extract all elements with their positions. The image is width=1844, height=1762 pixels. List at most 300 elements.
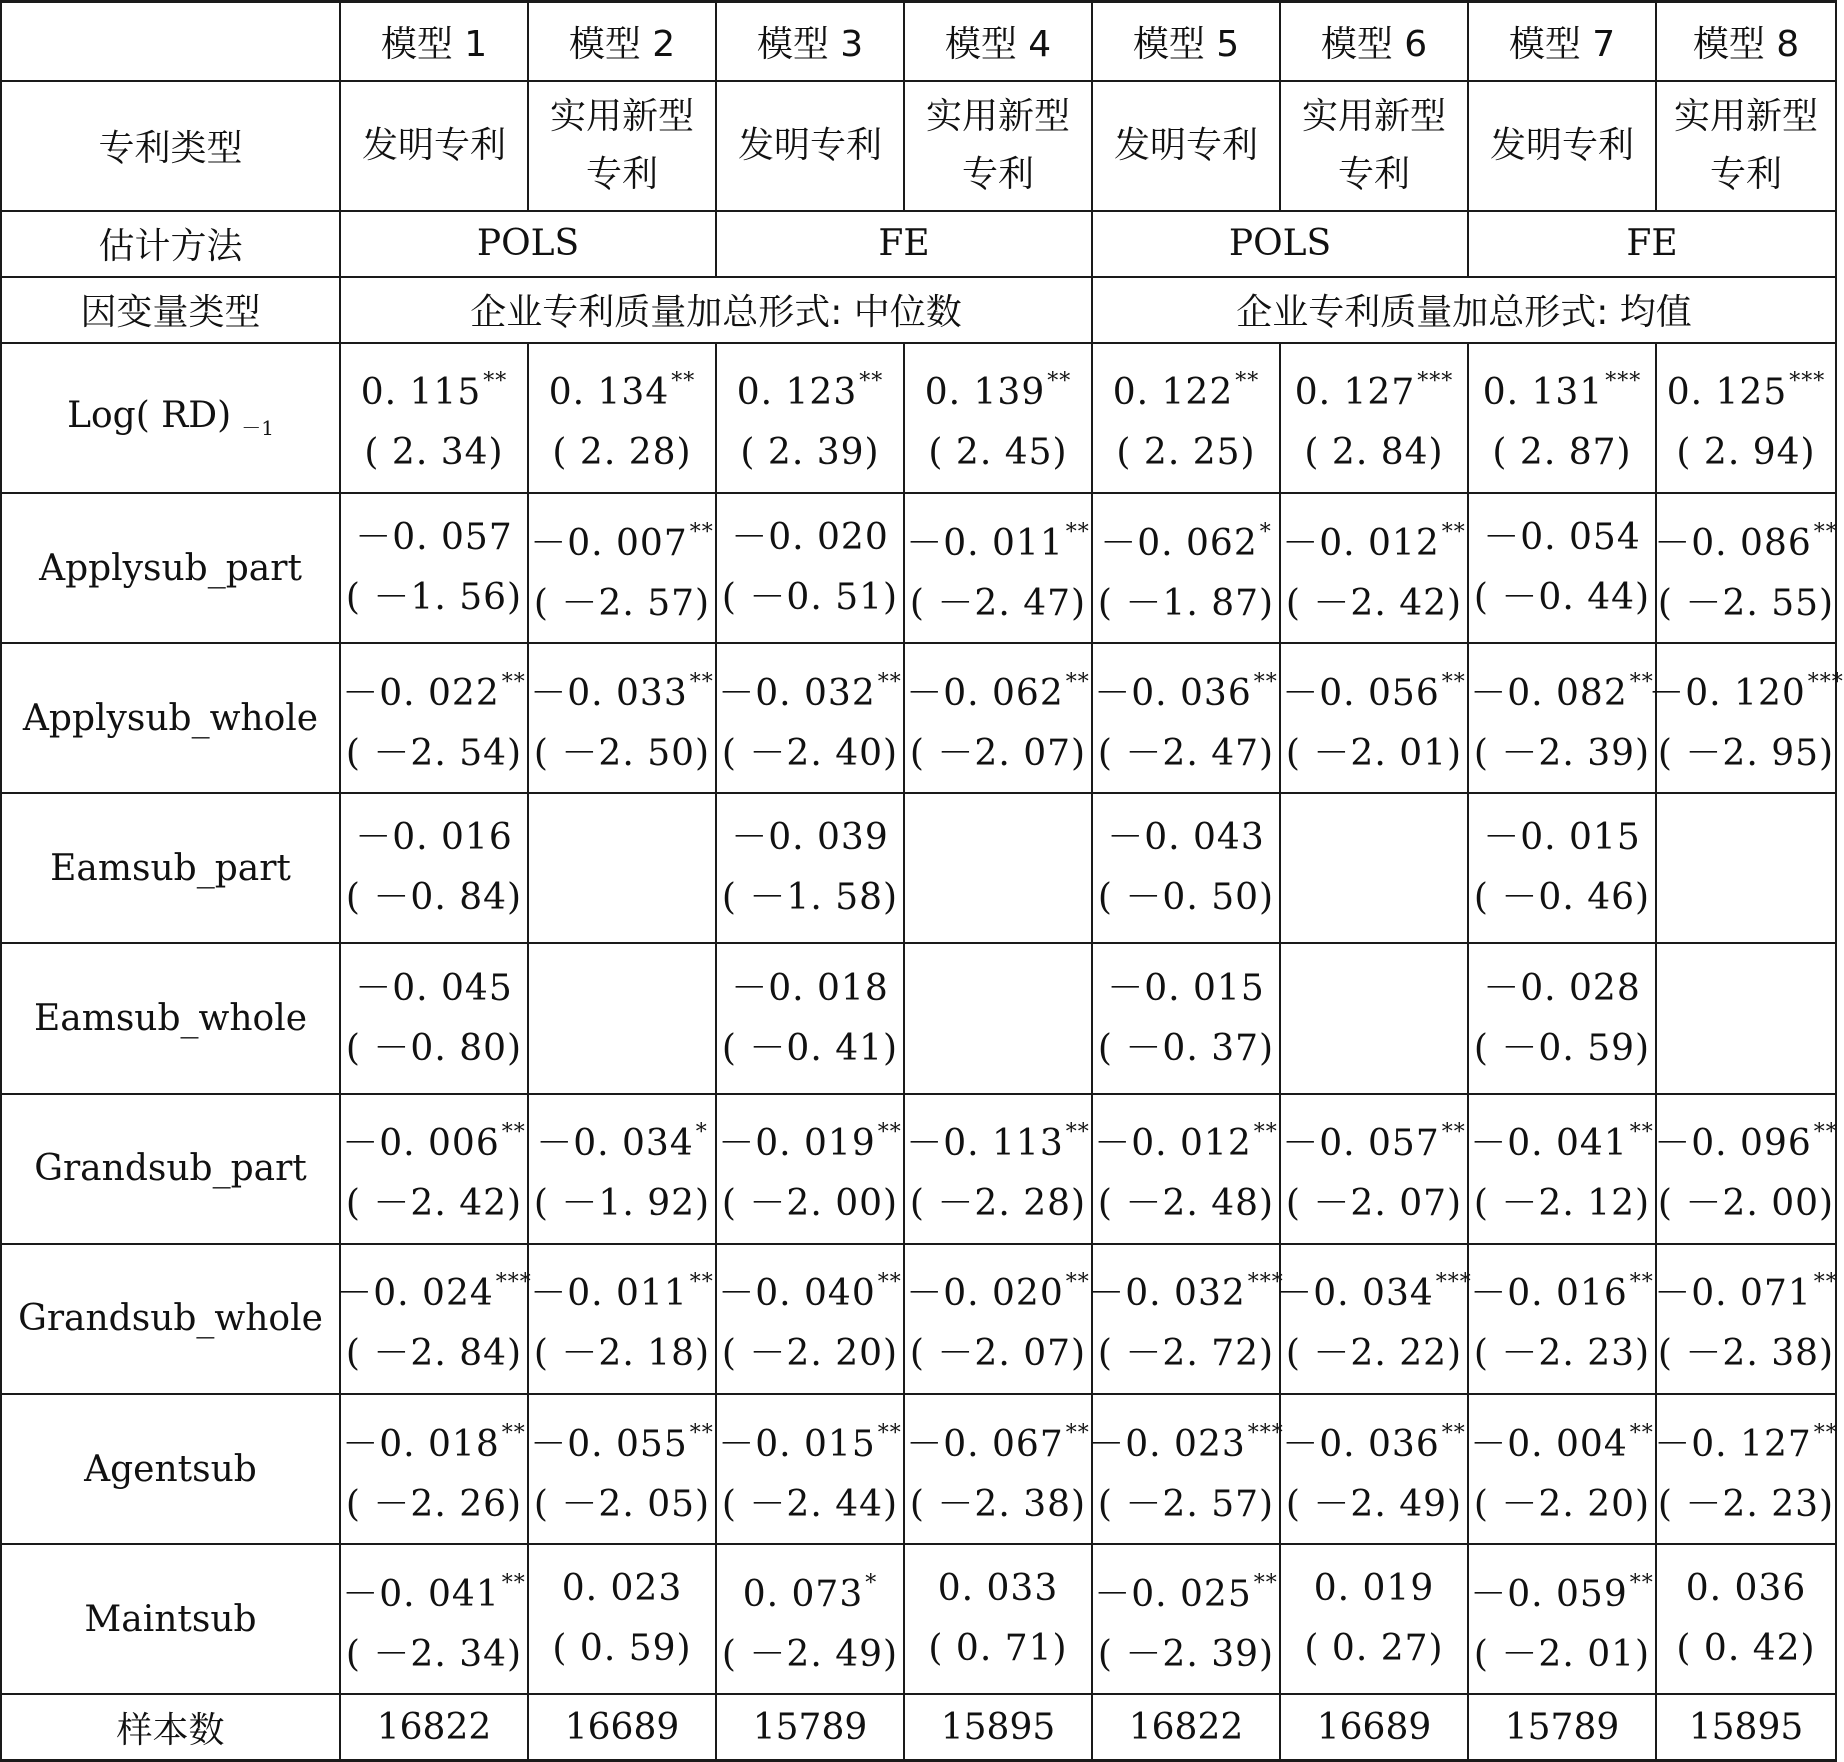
header-row xyxy=(1,2,1836,81)
coef-cell-content xyxy=(529,1112,715,1225)
coef-cell-content xyxy=(341,662,527,775)
significance-stars: ** xyxy=(1629,669,1654,695)
sample-value: 16689 xyxy=(528,1694,716,1760)
coef-cell xyxy=(716,1094,904,1244)
coefficient: －0. 040 xyxy=(718,1273,876,1315)
t-statistic: ( －0. 84) xyxy=(345,877,523,919)
coef-cell-content xyxy=(1469,817,1655,919)
coefficient: －0. 020 xyxy=(906,1273,1064,1315)
coef-row xyxy=(1,1244,1836,1394)
variable-label xyxy=(1,943,340,1093)
coefficient: 0. 036 xyxy=(1685,1568,1807,1610)
coefficient-line xyxy=(355,968,513,1010)
t-statistic: ( －2. 20) xyxy=(721,1333,899,1375)
significance-stars: ** xyxy=(1813,519,1838,545)
t-statistic: ( 2. 94) xyxy=(1676,432,1816,474)
coefficient-line xyxy=(1107,817,1265,859)
significance-stars: ** xyxy=(1813,1270,1838,1296)
coefficient: －0. 020 xyxy=(731,517,889,559)
coefficient: －0. 018 xyxy=(731,967,889,1009)
coef-row xyxy=(1,1544,1836,1694)
t-statistic: ( －2. 39) xyxy=(1097,1633,1275,1675)
coefficient: 0. 131 xyxy=(1482,372,1604,414)
coefficient: 0. 127 xyxy=(1294,372,1416,414)
coef-cell xyxy=(1092,943,1280,1093)
coefficient: 0. 125 xyxy=(1666,372,1788,414)
coefficient: －0. 096 xyxy=(1654,1123,1812,1165)
coefficient: －0. 015 xyxy=(1107,967,1265,1009)
significance-stars: ** xyxy=(1441,1120,1466,1146)
t-statistic: ( －2. 07) xyxy=(909,1333,1087,1375)
t-statistic: ( －2. 23) xyxy=(1657,1483,1835,1525)
coef-cell xyxy=(1468,1394,1656,1544)
coef-cell xyxy=(1468,643,1656,793)
coef-cell xyxy=(1468,943,1656,1093)
coefficient: －0. 041 xyxy=(1470,1123,1628,1165)
coefficient-line xyxy=(1295,361,1454,414)
t-statistic: ( －1. 87) xyxy=(1097,582,1275,624)
significance-stars: ** xyxy=(1235,369,1260,395)
coefficient-line xyxy=(906,662,1090,715)
coefficient-line xyxy=(1483,517,1641,559)
coef-cell-content xyxy=(905,1112,1091,1225)
variable-label xyxy=(1,1244,340,1394)
coefficient-line xyxy=(549,361,696,414)
coef-cell xyxy=(1656,343,1836,493)
t-statistic: ( －2. 00) xyxy=(1657,1183,1835,1225)
sample-value: 15789 xyxy=(1468,1694,1656,1760)
coef-cell-content xyxy=(1648,662,1844,775)
t-statistic: ( －2. 22) xyxy=(1285,1333,1463,1375)
coef-cell xyxy=(1280,343,1468,493)
coefficient: 0. 023 xyxy=(561,1568,683,1610)
coef-cell xyxy=(1092,643,1280,793)
model-header: 模型 2 xyxy=(528,2,716,81)
coef-cell xyxy=(1088,1394,1284,1544)
significance-stars: ** xyxy=(877,1420,902,1446)
dependent-group: 企业专利质量加总形式: 均值 xyxy=(1092,277,1836,343)
coef-cell-content xyxy=(1469,1413,1655,1526)
patent-type-line: 专利 xyxy=(1337,153,1410,195)
coefficient: 0. 123 xyxy=(736,372,858,414)
significance-stars: ** xyxy=(1441,519,1466,545)
patent-type-line: 发明专利 xyxy=(361,124,506,166)
coef-cell-content xyxy=(1281,512,1467,625)
coef-cell xyxy=(528,493,716,643)
significance-stars: ** xyxy=(1629,1120,1654,1146)
significance-stars: ** xyxy=(1253,1570,1278,1596)
variable-name: Maintsub xyxy=(84,1598,257,1640)
coef-cell xyxy=(904,1394,1092,1544)
estimation-group: FE xyxy=(1468,211,1836,277)
t-statistic: ( 2. 34) xyxy=(364,432,504,474)
model-header: 模型 1 xyxy=(340,2,528,81)
coef-cell-content xyxy=(905,512,1091,625)
coefficient-line xyxy=(1282,1112,1466,1165)
coef-cell-content xyxy=(529,1413,715,1526)
significance-stars: ** xyxy=(689,1270,714,1296)
patent-type-line: 发明专利 xyxy=(1489,124,1634,166)
coefficient-line xyxy=(1483,968,1641,1010)
model-header: 模型 4 xyxy=(904,2,1092,81)
sample-value: 16689 xyxy=(1280,1694,1468,1760)
t-statistic: ( －2. 57) xyxy=(1097,1483,1275,1525)
model-header: 模型 3 xyxy=(716,2,904,81)
coefficient: －0. 082 xyxy=(1470,672,1628,714)
coefficient: 0. 134 xyxy=(548,372,670,414)
t-statistic: ( －2. 28) xyxy=(909,1183,1087,1225)
coef-cell xyxy=(1276,1244,1472,1394)
coef-cell xyxy=(1468,793,1656,943)
coef-cell-content xyxy=(529,361,715,474)
coef-cell xyxy=(1280,793,1468,943)
coef-cell-content xyxy=(1093,1563,1279,1676)
coefficient-line xyxy=(1094,662,1278,715)
coefficient-line xyxy=(1282,512,1466,565)
coef-cell xyxy=(1468,1094,1656,1244)
t-statistic: ( －2. 18) xyxy=(533,1333,711,1375)
coef-cell-content xyxy=(1088,1413,1284,1526)
coef-cell xyxy=(716,793,904,943)
coef-cell xyxy=(1656,1544,1836,1694)
coef-cell-content xyxy=(1093,1112,1279,1225)
coef-cell xyxy=(336,1244,532,1394)
coefficient-line xyxy=(1470,1112,1654,1165)
coef-cell xyxy=(1656,1394,1836,1544)
patent-type-cell xyxy=(1280,81,1468,211)
coefficient-line xyxy=(731,517,889,559)
coefficient-line xyxy=(906,1112,1090,1165)
coef-cell xyxy=(1468,1544,1656,1694)
variable-name: Grandsub_part xyxy=(34,1148,307,1190)
significance-stars: ** xyxy=(1629,1570,1654,1596)
coefficient-line xyxy=(906,512,1090,565)
coef-cell xyxy=(1648,643,1844,793)
coef-cell xyxy=(904,943,1092,1093)
significance-stars: ** xyxy=(689,519,714,545)
patent-type-label: 专利类型 xyxy=(1,81,340,211)
t-statistic: ( －2. 72) xyxy=(1097,1333,1275,1375)
coef-cell xyxy=(340,493,528,643)
coefficient: －0. 055 xyxy=(530,1423,688,1465)
coefficient: －0. 043 xyxy=(1107,817,1265,859)
variable-name: Agentsub xyxy=(84,1448,257,1490)
coef-cell xyxy=(1280,1394,1468,1544)
coefficient: －0. 054 xyxy=(1483,517,1641,559)
coefficient-line xyxy=(536,1112,708,1165)
t-statistic: ( 0. 42) xyxy=(1676,1628,1816,1670)
patent-type-cell xyxy=(904,81,1092,211)
coefficient-line xyxy=(1088,1413,1284,1466)
coefficient: －0. 041 xyxy=(342,1573,500,1615)
coefficient: －0. 032 xyxy=(718,672,876,714)
coefficient: 0. 115 xyxy=(360,372,482,414)
significance-stars: ** xyxy=(1813,1420,1838,1446)
coef-cell-content xyxy=(1093,817,1279,919)
coef-cell-content xyxy=(1093,662,1279,775)
significance-stars: ** xyxy=(1441,669,1466,695)
coef-row xyxy=(1,493,1836,643)
t-statistic: ( －0. 50) xyxy=(1097,877,1275,919)
coef-cell xyxy=(1656,793,1836,943)
coef-cell-content xyxy=(905,662,1091,775)
coefficient-line xyxy=(1107,968,1265,1010)
coefficient: －0. 025 xyxy=(1094,1573,1252,1615)
significance-stars: * xyxy=(695,1120,708,1146)
t-statistic: ( －0. 41) xyxy=(721,1027,899,1069)
patent-type-cell xyxy=(340,81,528,211)
coefficient-line xyxy=(530,662,714,715)
coefficient: －0. 022 xyxy=(342,672,500,714)
t-statistic: ( －2. 54) xyxy=(345,732,523,774)
coef-row xyxy=(1,1394,1836,1544)
significance-stars: ** xyxy=(501,1570,526,1596)
significance-stars: *** xyxy=(1247,1420,1284,1446)
coefficient: －0. 071 xyxy=(1654,1273,1812,1315)
coef-cell-content xyxy=(717,817,903,919)
coefficient: －0. 056 xyxy=(1282,672,1440,714)
coefficient-line xyxy=(1100,512,1272,565)
coef-cell-content xyxy=(1281,662,1467,775)
coefficient: －0. 057 xyxy=(355,517,513,559)
coefficient: －0. 019 xyxy=(718,1123,876,1165)
coef-cell-content xyxy=(717,361,903,474)
t-statistic: ( －0. 51) xyxy=(721,577,899,619)
significance-stars: ** xyxy=(877,669,902,695)
t-statistic: ( －2. 07) xyxy=(1285,1183,1463,1225)
t-statistic: ( 0. 27) xyxy=(1304,1628,1444,1670)
t-statistic: ( －2. 47) xyxy=(1097,732,1275,774)
significance-stars: ** xyxy=(1253,1120,1278,1146)
coefficient-line xyxy=(355,517,513,559)
coef-cell-content xyxy=(1281,361,1467,474)
coef-cell xyxy=(340,943,528,1093)
coef-cell-content xyxy=(529,512,715,625)
coef-cell xyxy=(528,1544,716,1694)
patent-type-line: 实用新型 xyxy=(925,95,1070,137)
coef-cell xyxy=(904,1094,1092,1244)
coefficient-line xyxy=(361,361,508,414)
significance-stars: ** xyxy=(859,369,884,395)
coef-cell xyxy=(528,943,716,1093)
t-statistic: ( －2. 20) xyxy=(1473,1483,1651,1525)
coef-cell xyxy=(904,1544,1092,1694)
significance-stars: ** xyxy=(501,669,526,695)
significance-stars: ** xyxy=(1253,669,1278,695)
coef-cell xyxy=(1280,943,1468,1093)
coefficient-line xyxy=(731,817,889,859)
coefficient: －0. 006 xyxy=(342,1123,500,1165)
patent-type-line: 专利 xyxy=(961,153,1034,195)
coef-cell-content xyxy=(717,517,903,619)
coef-cell-content xyxy=(336,1262,532,1375)
variable-name: Log( RD) xyxy=(67,394,232,436)
coef-cell xyxy=(1656,943,1836,1093)
coefficient-line xyxy=(906,1262,1090,1315)
coef-cell xyxy=(904,793,1092,943)
coefficient-line xyxy=(718,662,902,715)
coef-cell xyxy=(716,943,904,1093)
coef-cell-content xyxy=(717,1563,903,1676)
coef-cell-content xyxy=(717,1262,903,1375)
coef-cell-content xyxy=(1657,1568,1835,1670)
coef-cell xyxy=(716,643,904,793)
sample-row xyxy=(1,1694,1836,1760)
t-statistic: ( －2. 23) xyxy=(1473,1333,1651,1375)
coefficient: 0. 139 xyxy=(924,372,1046,414)
patent-type-row xyxy=(1,81,1836,211)
coefficient-line xyxy=(1483,817,1641,859)
coef-row xyxy=(1,343,1836,493)
significance-stars: *** xyxy=(1605,369,1642,395)
estimation-group: FE xyxy=(716,211,1092,277)
coefficient-line xyxy=(562,1568,683,1610)
variable-label xyxy=(1,1094,340,1244)
t-statistic: ( －2. 42) xyxy=(1285,582,1463,624)
coefficient: －0. 120 xyxy=(1648,672,1806,714)
t-statistic: ( 2. 87) xyxy=(1492,432,1632,474)
dependent-label: 因变量类型 xyxy=(1,277,340,343)
t-statistic: ( 2. 25) xyxy=(1116,432,1256,474)
patent-type-cell xyxy=(1092,81,1280,211)
significance-stars: ** xyxy=(1065,1120,1090,1146)
significance-stars: ** xyxy=(501,1420,526,1446)
coefficient: －0. 012 xyxy=(1282,522,1440,564)
t-statistic: ( 2. 28) xyxy=(552,432,692,474)
coef-cell xyxy=(340,1094,528,1244)
patent-type-line: 专利 xyxy=(585,153,658,195)
t-statistic: ( －2. 05) xyxy=(533,1483,711,1525)
significance-stars: ** xyxy=(877,1270,902,1296)
patent-type-line: 发明专利 xyxy=(737,124,882,166)
t-statistic: ( －2. 84) xyxy=(345,1333,523,1375)
t-statistic: ( －2. 34) xyxy=(345,1633,523,1675)
coef-cell-content xyxy=(1657,361,1835,474)
variable-name: Eamsub_whole xyxy=(33,998,308,1040)
t-statistic: ( －0. 44) xyxy=(1473,577,1651,619)
coef-cell-content xyxy=(1654,512,1838,625)
coef-cell xyxy=(1092,1094,1280,1244)
coef-cell xyxy=(1092,493,1280,643)
estimation-group: POLS xyxy=(1092,211,1468,277)
t-statistic: ( －2. 44) xyxy=(721,1483,899,1525)
coefficient-line xyxy=(342,662,526,715)
significance-stars: ** xyxy=(1065,519,1090,545)
coefficient-line xyxy=(718,1112,902,1165)
t-statistic: ( －2. 40) xyxy=(721,732,899,774)
coef-cell xyxy=(528,1094,716,1244)
coefficient: －0. 015 xyxy=(718,1423,876,1465)
t-statistic: ( －2. 48) xyxy=(1097,1183,1275,1225)
coef-cell-content xyxy=(905,361,1091,474)
t-statistic: ( －0. 46) xyxy=(1473,877,1651,919)
t-statistic: ( －2. 49) xyxy=(1285,1483,1463,1525)
coefficient: －0. 045 xyxy=(355,967,513,1009)
coefficient: 0. 073 xyxy=(742,1573,864,1615)
coefficient-line xyxy=(737,361,884,414)
coefficient: －0. 039 xyxy=(731,817,889,859)
sample-value: 16822 xyxy=(1092,1694,1280,1760)
coef-cell-content xyxy=(1469,968,1655,1070)
sample-value: 15895 xyxy=(904,1694,1092,1760)
coef-cell-content xyxy=(1093,512,1279,625)
coefficient-line xyxy=(1483,361,1642,414)
coefficient-line xyxy=(530,1413,714,1466)
significance-stars: *** xyxy=(1417,369,1454,395)
coef-cell-content xyxy=(717,662,903,775)
t-statistic: ( －2. 42) xyxy=(345,1183,523,1225)
significance-stars: * xyxy=(1259,519,1272,545)
model-header: 模型 7 xyxy=(1468,2,1656,81)
significance-stars: ** xyxy=(671,369,696,395)
t-statistic: ( 2. 84) xyxy=(1304,432,1444,474)
coefficient-line xyxy=(1654,1262,1838,1315)
coef-cell xyxy=(528,343,716,493)
t-statistic: ( －2. 26) xyxy=(345,1483,523,1525)
coef-cell xyxy=(340,1544,528,1694)
coef-cell-content xyxy=(1093,968,1279,1070)
t-statistic: ( －2. 95) xyxy=(1657,732,1835,774)
coef-cell-content xyxy=(717,1112,903,1225)
coefficient: －0. 033 xyxy=(530,672,688,714)
significance-stars: ** xyxy=(1065,1420,1090,1446)
t-statistic: ( －2. 38) xyxy=(1657,1333,1835,1375)
coefficient-line xyxy=(1282,662,1466,715)
coefficient-line xyxy=(355,817,513,859)
coef-cell xyxy=(716,1244,904,1394)
variable-name: Grandsub_whole xyxy=(18,1298,323,1340)
patent-type-line: 实用新型 xyxy=(1673,95,1818,137)
coef-cell-content xyxy=(1093,361,1279,474)
coef-cell xyxy=(904,643,1092,793)
coefficient: －0. 086 xyxy=(1654,522,1812,564)
coefficient-line xyxy=(1282,1413,1466,1466)
significance-stars: ** xyxy=(1441,1420,1466,1446)
coef-cell xyxy=(1280,643,1468,793)
coefficient-line xyxy=(530,1262,714,1315)
coef-cell-content xyxy=(341,1112,527,1225)
coefficient-line xyxy=(1088,1262,1284,1315)
t-statistic: ( －2. 47) xyxy=(909,582,1087,624)
coef-cell xyxy=(1656,493,1836,643)
significance-stars: *** xyxy=(1247,1270,1284,1296)
coefficient-line xyxy=(1470,662,1654,715)
coef-cell-content xyxy=(341,361,527,474)
significance-stars: ** xyxy=(1047,369,1072,395)
coef-cell-content xyxy=(717,968,903,1070)
coefficient-line xyxy=(906,1413,1090,1466)
coefficient-line xyxy=(1094,1563,1278,1616)
estimation-group: POLS xyxy=(340,211,716,277)
coef-cell-content xyxy=(341,817,527,919)
coefficient-line xyxy=(743,1563,878,1616)
coefficient: －0. 016 xyxy=(355,817,513,859)
coefficient-line xyxy=(1094,1112,1278,1165)
t-statistic: ( －0. 80) xyxy=(345,1027,523,1069)
coefficient: －0. 062 xyxy=(1100,522,1258,564)
patent-type-line: 专利 xyxy=(1709,153,1782,195)
coefficient-line xyxy=(938,1568,1059,1610)
t-statistic: ( －2. 50) xyxy=(533,732,711,774)
coef-cell xyxy=(528,1244,716,1394)
coefficient-line xyxy=(1654,1112,1838,1165)
significance-stars: ** xyxy=(1065,1270,1090,1296)
coef-cell-content xyxy=(1469,1262,1655,1375)
coefficient: －0. 016 xyxy=(1470,1273,1628,1315)
t-statistic: ( －1. 58) xyxy=(721,877,899,919)
coefficient-line xyxy=(1113,361,1260,414)
coef-cell xyxy=(528,793,716,943)
